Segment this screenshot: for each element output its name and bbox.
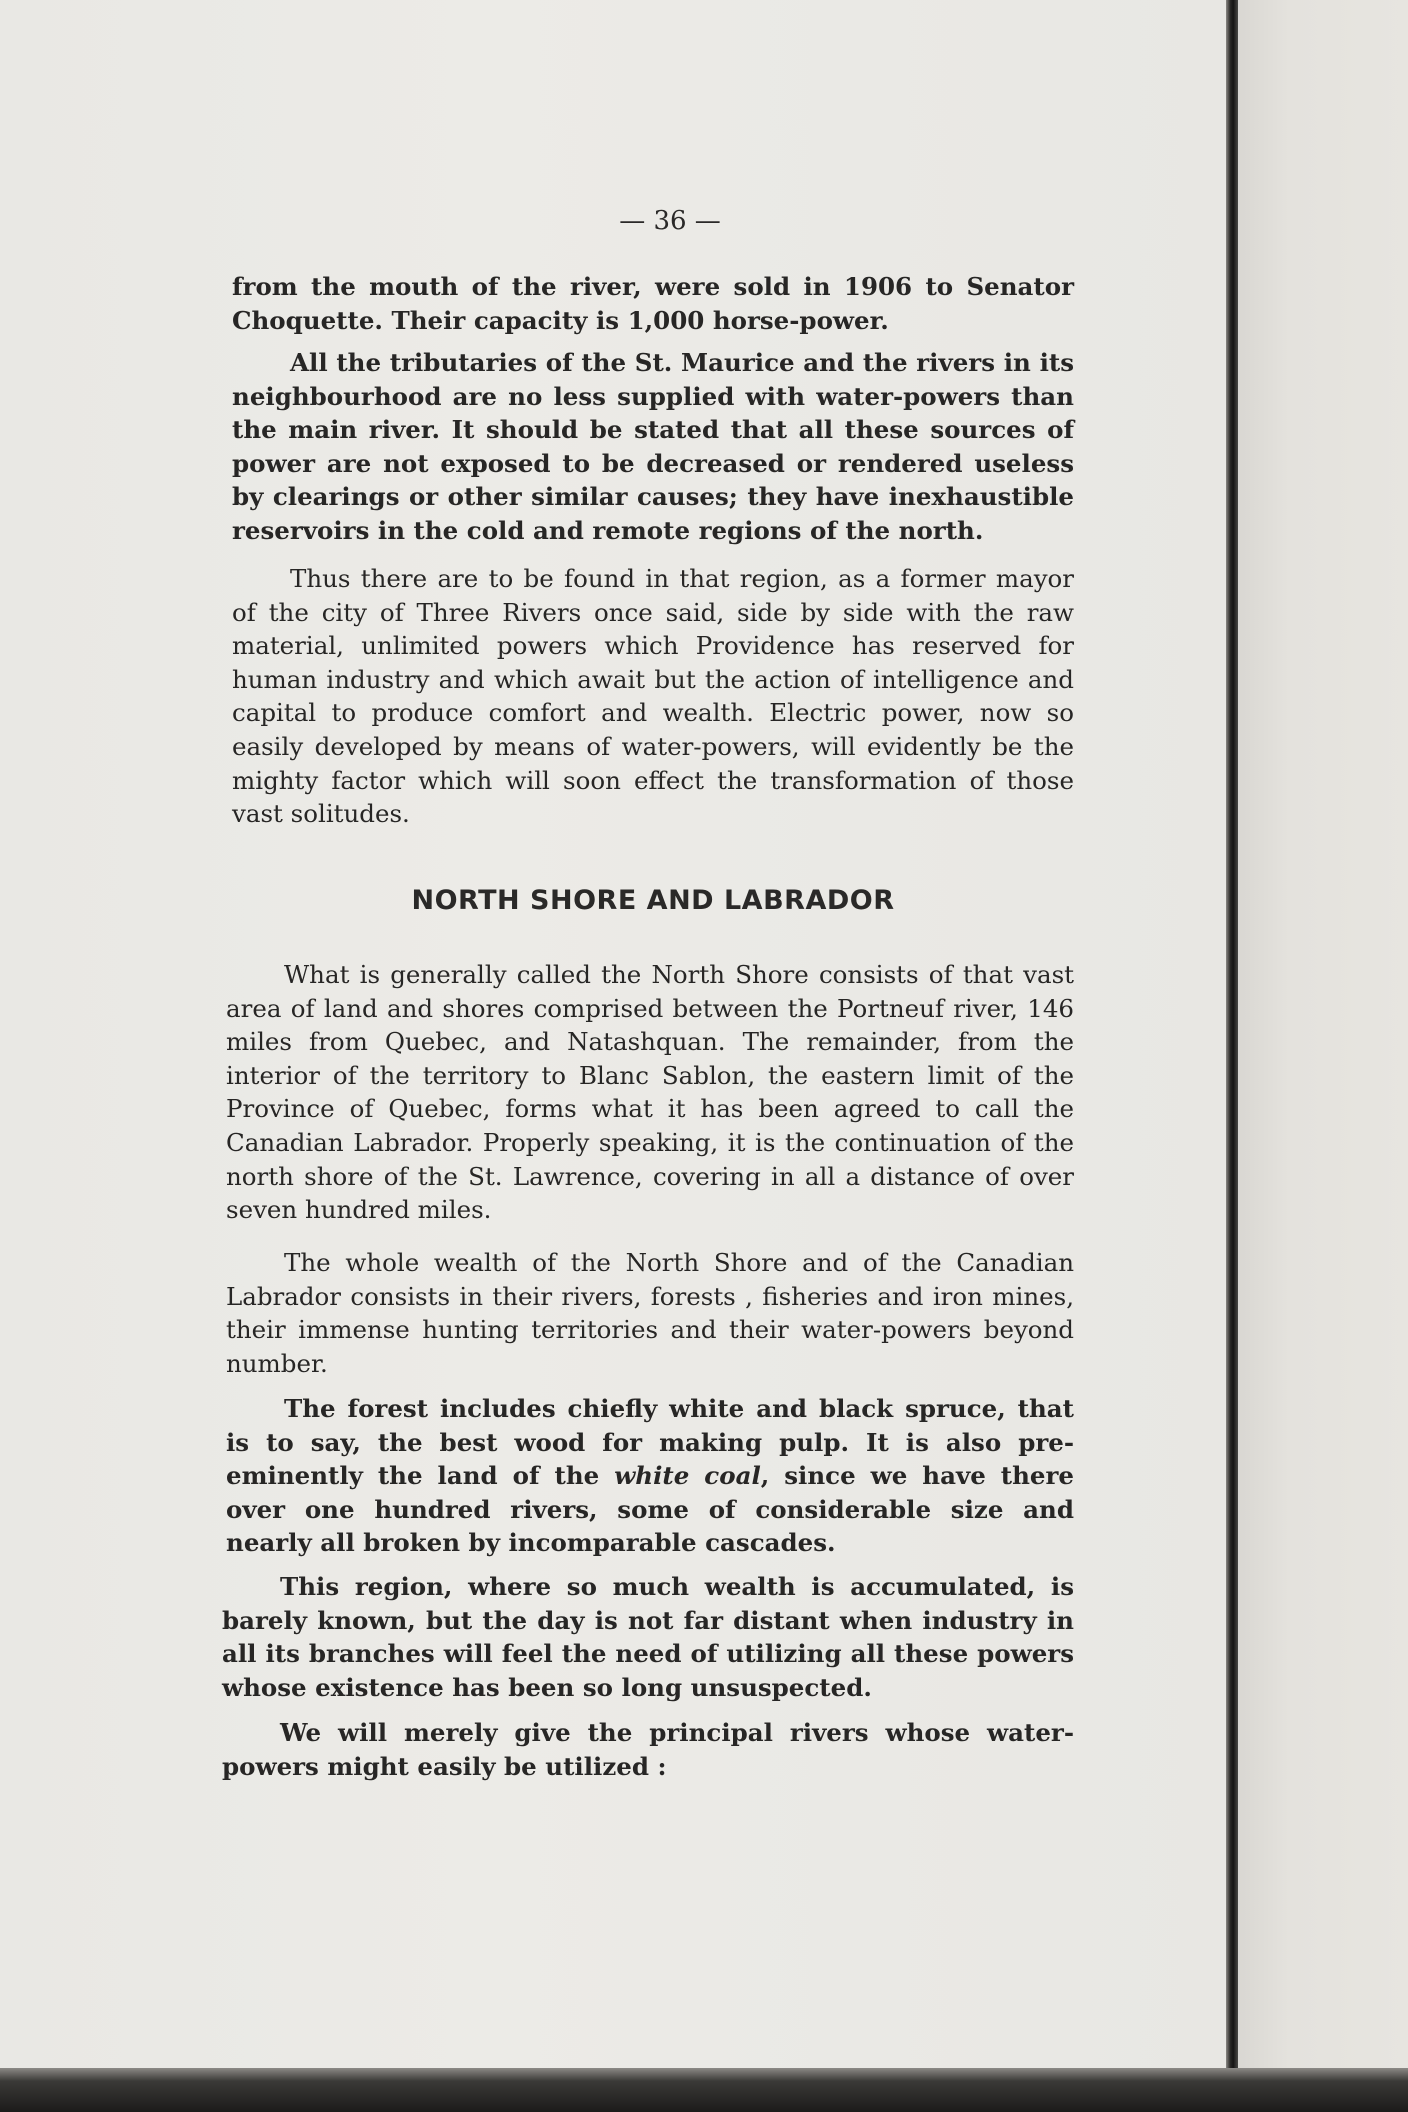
- paragraph-principal-rivers: We will merely give the principal rivers whose water-powers might easily be utilized :: [222, 1718, 1074, 1781]
- white-coal-term: white coal: [614, 1461, 761, 1491]
- forest-text-end: , since we have there over one hundred rivers, some of considerable size and nearly all broken by incomparable cascades.: [226, 1461, 1074, 1558]
- paragraph-wealth: The whole wealth of the North Shore and of the Canadian Labrador consists in their rivers, forests , fisheries and iron mines, their immense hunting territories and their water-powers beyond number.: [226, 1248, 1074, 1378]
- section-heading: NORTH SHORE AND LABRADOR: [411, 885, 895, 916]
- scan-bottom-border: [0, 2068, 1408, 2112]
- adjacent-page: [1238, 0, 1408, 2070]
- paragraph-forest: [226, 1392, 1074, 1560]
- forest-text-start: The forest includes chiefly white and black spruce, that is to say, the best wood for making pulp. It is also pre-eminently the land of the: [226, 1394, 1074, 1491]
- paragraph-north-shore-definition: What is generally called the North Shore consists of that vast area of land and shores comprised between the Portneuf river, 146 miles from Quebec, and Natashquan. The remainder, from the interior of the territory to Blanc Sablon, the eastern limit of the Province of Quebec, forms what it has been agreed to call the Canadian Labrador. Properly speaking, it is the continuation of the north shore of the St. Lawrence, covering in all a distance of over seven hundred miles.: [226, 960, 1074, 1225]
- paragraph-continuation: from the mouth of the river, were sold in 1906 to Senator Choquette. Their capacity is 1,000 horse-power.: [232, 272, 1074, 335]
- paragraph-region-known: This region, where so much wealth is accumulated, is barely known, but the day is not far distant when industry in all its branches will feel the need of utilizing all these powers whose existence has been so long unsuspected.: [222, 1572, 1074, 1702]
- paragraph-three-rivers: Thus there are to be found in that region, as a former mayor of the city of Three Rivers once said, side by side with the raw material, unlimited powers which Providence has reserved for human industry and which await but the action of intelligence and capital to produce comfort and wealth. Electric power, now so easily developed by means of water-powers, will evidently be the mighty factor which will soon effect the transformation of those vast solitudes.: [232, 564, 1074, 829]
- paragraph-tributaries: All the tributaries of the St. Maurice and the rivers in its neighbourhood are no less supplied with water-powers than the main river. It should be stated that all these sources of power are not exposed to be decreased or rendered useless by clearings or other similar causes; they have inexhaustible reservoirs in the cold and remote regions of the north.: [232, 348, 1074, 545]
- page-number: — 36 —: [619, 206, 721, 236]
- page-fold-edge: [1226, 0, 1238, 2112]
